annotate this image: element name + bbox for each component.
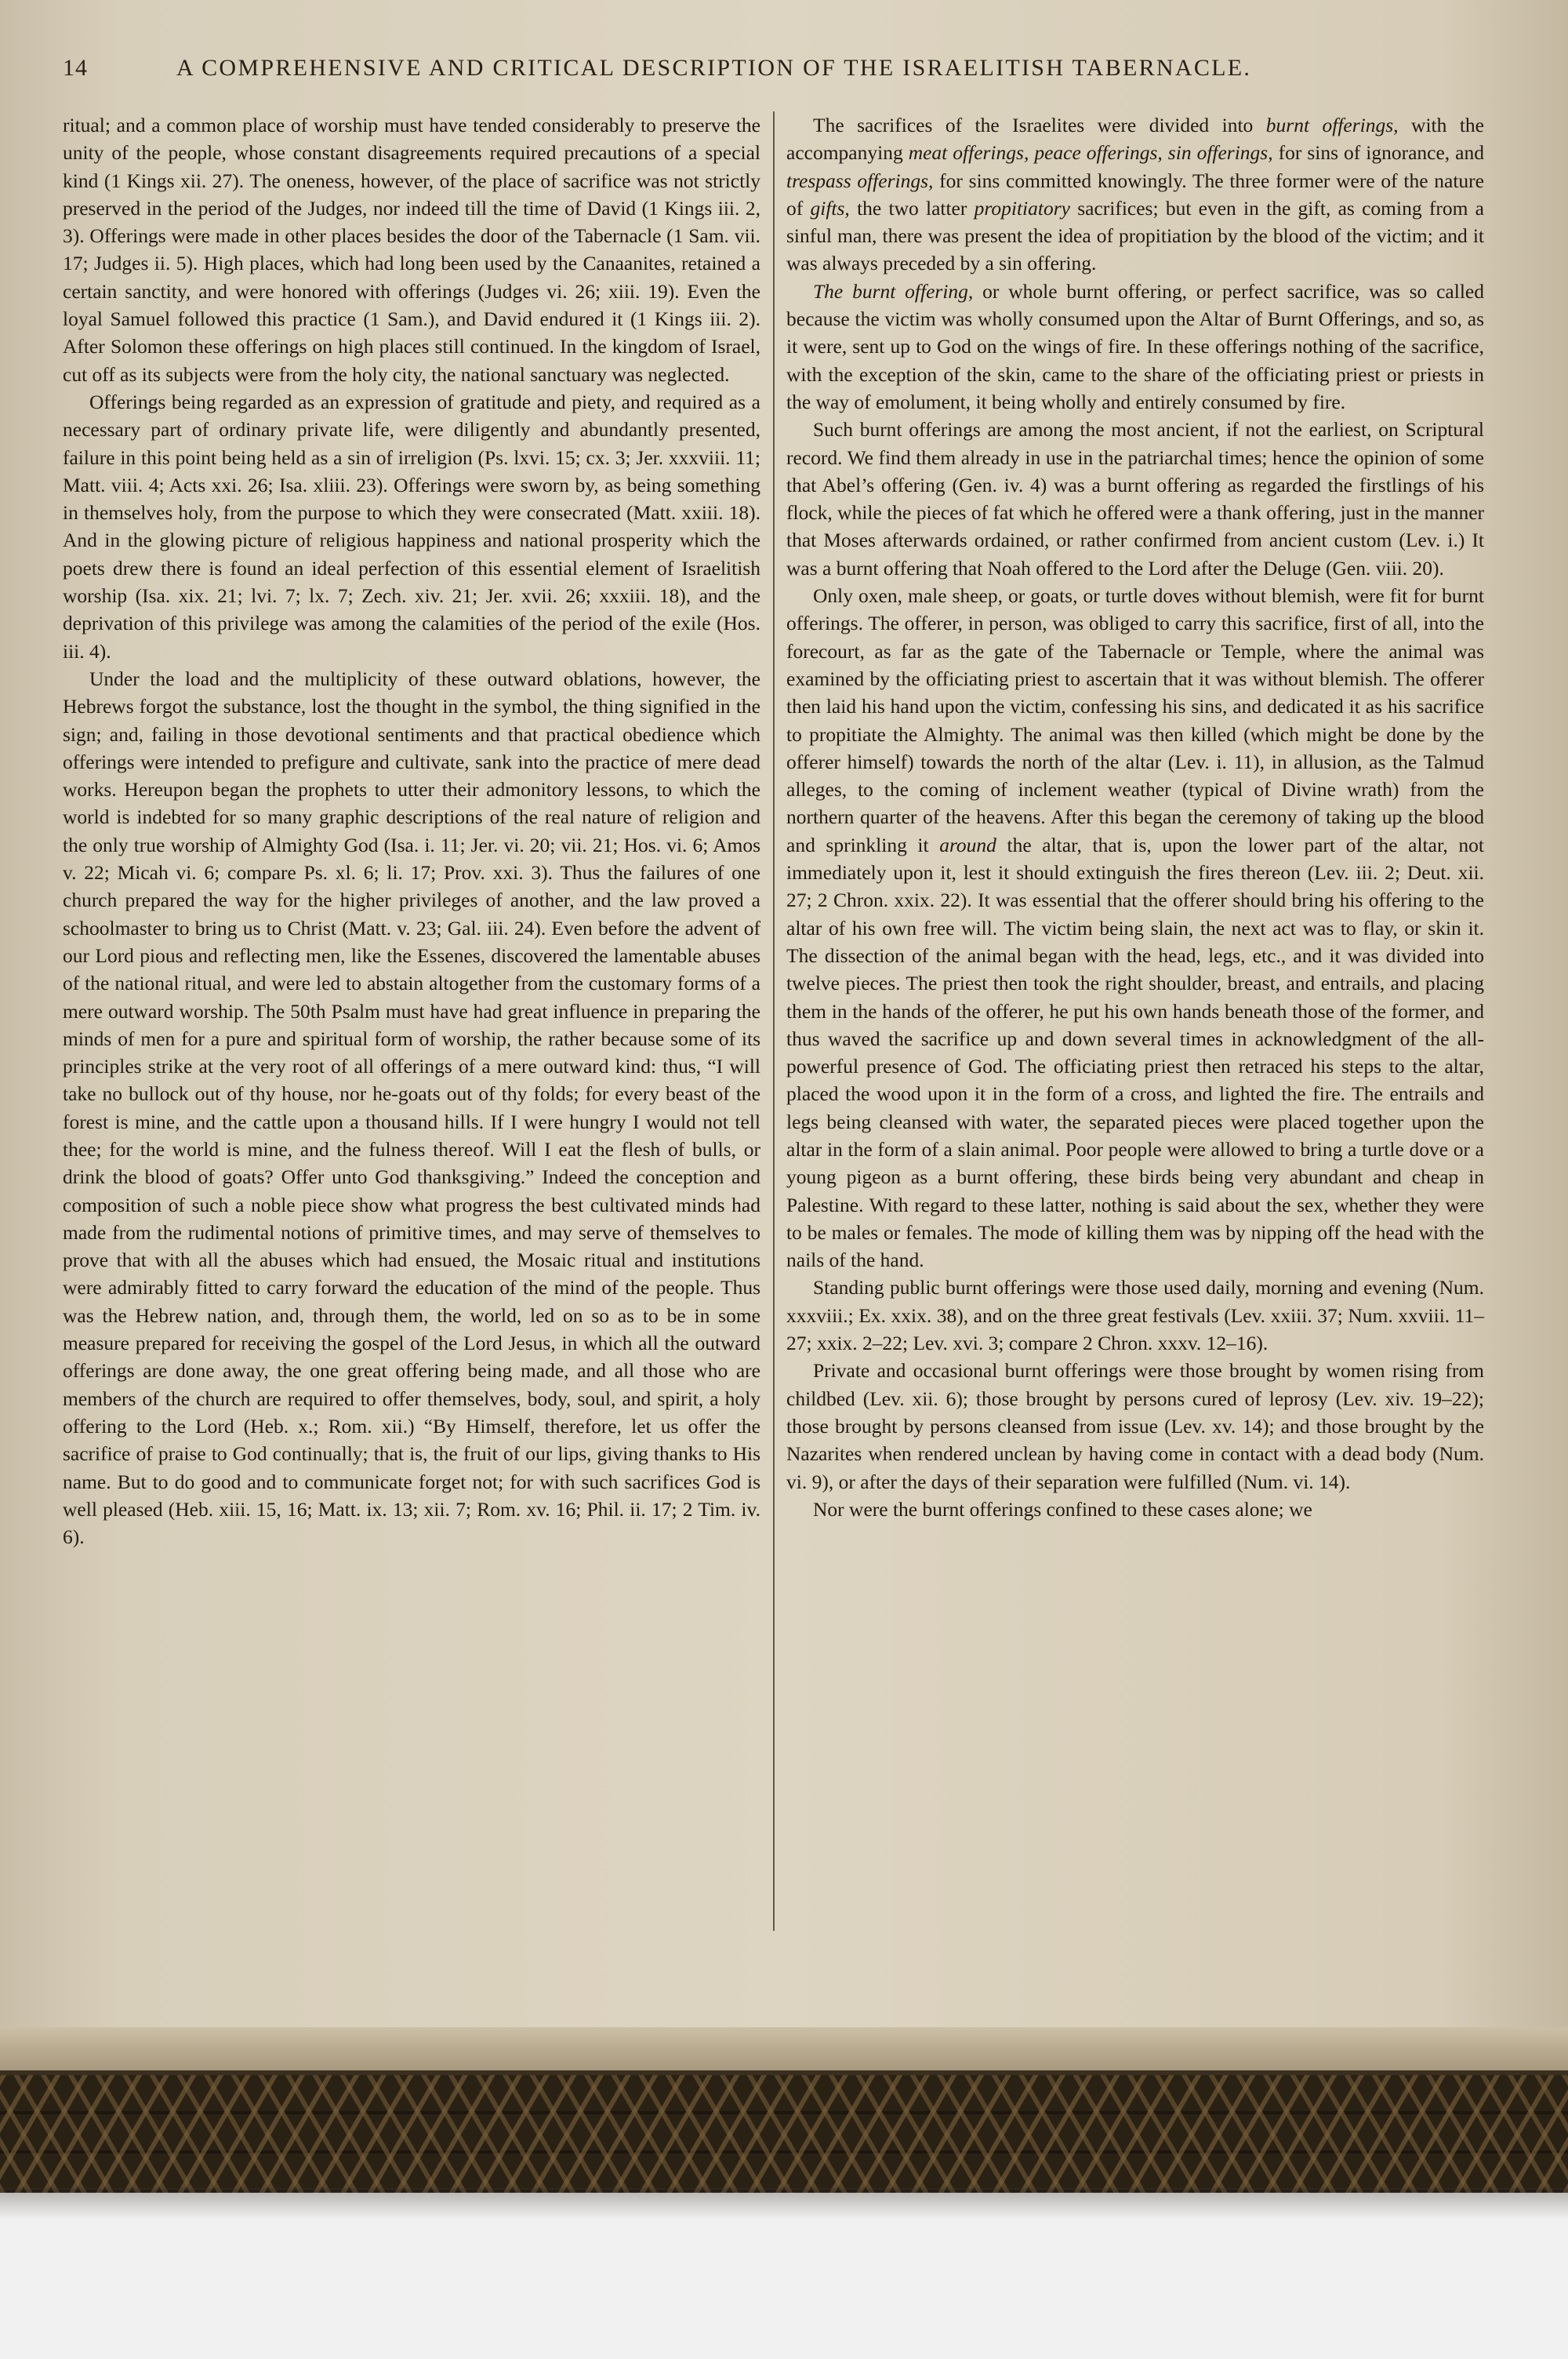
paragraph: The burnt offering, or whole burnt offering, or perfect sacrifice, was so called because the victim was wholly consumed upon the Altar of Burnt Offerings, and so, as it were, sent up to God on the wings of fire. In these offerings nothing of the sacrifice, with the exception of the skin, came to the share of the officiating priest or priests in the way of emolument, it being wholly and entirely consumed by fire.: [786, 279, 1484, 413]
paragraph: Nor were the burnt offerings confined to these cases alone; we: [813, 1497, 1312, 1521]
binding-shadow: [0, 2188, 1568, 2219]
paragraph: Private and occasional burnt offerings were those brought by women rising from childbed (Lev. xii. 6); those brought by persons cured of leprosy (Lev. xiv. 19–22); those brought by persons cleansed from issue (Lev. xv. 14); and those brought by the Nazarites when rendered unclean by having come in contact with a dead body (Num. vi. 9), or after the days of their separation were fulfilled (Num. vi. 14).: [786, 1359, 1484, 1493]
paragraph: Such burnt offerings are among the most ancient, if not the earliest, on Scriptural record. We find them already in use in the patriarchal times; hence the opinion of some that Abel’s offering (Gen. iv. 4) was a burnt offering as regarded the firstlings of his flock, while the pieces of fat which he offered were a thank offering, just in the manner that Moses afterwards ordained, or rather confirmed from ancient custom (Lev. i.) It was a burnt offering that Noah offered to the Lord after the Deluge (Gen. viii. 20).: [786, 418, 1484, 580]
paragraph: Offerings being regarded as an expression of gratitude and piety, and required as a necessary part of ordinary private life, were diligently and abundantly presented, failure in this point being held as a sin of irreligion (Ps. lxvi. 15; cx. 3; Jer. xxxviii. 11; Matt. viii. 4; Acts xxi. 26; Isa. xliii. 23). Offerings were sworn by, as being something in themselves holy, from the purpose to which they were consecrated (Matt. xxiii. 18). And in the glowing picture of religious happiness and national prosperity which the poets drew there is found an ideal perfection of this essential element of Israelitish worship (Isa. xix. 21; lvi. 7; lx. 7; Zech. xiv. 21; Jer. xvii. 26; xxxiii. 18), and the deprivation of this privilege was among the calamities of the period of the exile (Hos. iii. 4).: [63, 390, 760, 663]
paragraph: The sacrifices of the Israelites were divided into burnt offerings, with the accompanying meat offerings, peace offerings, sin offerings, for sins of ignorance, and trespass offerings, for sins committed knowingly. The three former were of the nature of gifts, the two latter propitiatory sacrifices; but even in the gift, as coming from a sinful man, there was present the idea of propitiation by the blood of the victim; and it was always preceded by a sin offering.: [786, 114, 1484, 275]
left-column: [63, 111, 760, 1550]
running-title: A COMPREHENSIVE AND CRITICAL DESCRIPTION OF THE ISRAELITISH TABERNACLE.: [176, 55, 1252, 81]
page-number: 14: [63, 55, 88, 81]
column-divider: [773, 111, 775, 1931]
paragraph: Only oxen, male sheep, or goats, or turtle doves without blemish, were fit for burnt offerings. The offerer, in person, was obliged to carry this sacrifice, first of all, into the forecourt, as far as the gate of the Tabernacle or Temple, where the animal was examined by the officiating priest to ascertain that it was without blemish. The offerer then laid his hand upon the victim, confessing his sins, and dedicated it as his sacrifice to propitiate the Almighty. The animal was then killed (which might be done by the offerer himself) towards the north of the altar (Lev. i. 11), in allusion, as the Talmud alleges, to the coming of inclement weather (typical of Divine wrath) from the northern quarter of the heavens. After this began the ceremony of taking up the blood and sprinkling it around the altar, that is, upon the lower part of the altar, not immediately upon it, lest it should extinguish the fires thereon (Lev. iii. 2; Deut. xii. 27; 2 Chron. xxix. 22). It was essential that the offerer should bring his offering to the altar of his own free will. The victim being slain, the next act was to flay, or skin it. The dissection of the animal began with the head, legs, etc., and it was divided into twelve pieces. The priest then took the right shoulder, breast, and entrails, and placing them in the hands of the offerer, he put his own hands beneath those of the former, and thus waved the sacrifice up and down several times in acknowledgment of the all-powerful presence of God. The officiating priest then retraced his steps to the altar, placed the wood upon it in the form of a cross, and lighted the fire. The entrails and legs being cleansed with water, the separated pieces were placed together upon the altar in the form of a slain animal. Poor people were allowed to bring a turtle dove or a young pigeon as a burnt offering, these birds being very abundant and cheap in Palestine. With regard to these latter, nothing is said about the sex, whether they were to be males or females. The mode of killing them was by nipping off the head with the nails of the hand.: [786, 584, 1484, 1272]
page-bottom-edge: [0, 2027, 1568, 2070]
paragraph: ritual; and a common place of worship must have tended considerably to preserve the unity of the people, whose constant disagreements required precautions of a special kind (1 Kings xii. 27). The oneness, however, of the place of sacrifice was not strictly preserved in the period of the Judges, nor indeed till the time of David (1 Kings iii. 2, 3). Offerings were made in other places besides the door of the Tabernacle (1 Sam. vii. 17; Judges ii. 5). High places, which had long been used by the Canaanites, retained a certain sanctity, and were honored with offerings (Judges vi. 26; xiii. 19). Even the loyal Samuel followed this practice (1 Sam.), and David endured it (1 Kings iii. 2). After Solomon these offerings on high places still continued. In the kingdom of Israel, cut off as its subjects were from the holy city, the national sanctuary was neglected.: [63, 114, 760, 386]
running-header: [63, 55, 1521, 89]
book-cover-binding: [0, 2070, 1568, 2193]
paragraph: Standing public burnt offerings were those used daily, morning and evening (Num. xxxviii.; Ex. xxix. 38), and on the three great festivals (Lev. xxiii. 37; Num. xxviii. 11–27; xxix. 2–22; Lev. xvi. 3; compare 2 Chron. xxxv. 12–16).: [786, 1276, 1484, 1355]
paragraph: Under the load and the multiplicity of these outward oblations, however, the Hebrews forgot the substance, lost the thought in the symbol, the thing signified in the sign; and, failing in those devotional sentiments and that practical obedience which offerings were intended to prefigure and cultivate, sank into the practice of mere dead works. Hereupon began the prophets to utter their admonitory lessons, to which the world is indebted for so many graphic descriptions of the real nature of religion and the only true worship of Almighty God (Isa. i. 11; Jer. vi. 20; vii. 21; Hos. vi. 6; Amos v. 22; Micah vi. 6; compare Ps. xl. 6; li. 17; Prov. xxi. 3). Thus the failures of one church prepared the way for the higher privileges of another, and the law proved a schoolmaster to bring us to Christ (Matt. v. 23; Gal. iii. 24). Even before the advent of our Lord pious and reflecting men, like the Essenes, discovered the lamentable abuses of the national ritual, and were led to abstain altogether from the customary forms of a mere outward worship. The 50th Psalm must have had great influence in preparing the minds of men for a pure and spiritual form of worship, the rather because some of its principles strike at the very root of all offerings of a mere outward kind: thus, “I will take no bullock out of thy house, nor he-goats out of thy folds; for every beast of the forest is mine, and the cattle upon a thousand hills. If I were hungry I would not tell thee; for the world is mine, and the fulness thereof. Will I eat the flesh of bulls, or drink the blood of goats? Offer unto God thanksgiving.” Indeed the conception and composition of such a noble piece show what progress the best cultivated minds had made from the rudimental notions of primitive times, and may serve of themselves to prove that with all the abuses which had ensued, the Mosaic ritual and institutions were admirably fitted to carry forward the education of the mind of the people. Thus was the Hebrew nation, and, through them, the world, led on so as to be in some measure prepared for receiving the gospel of the Lord Jesus, in which all the outward offerings are done away, the one great offering being made, and all those who are members of the church are required to offer themselves, body, soul, and spirit, a holy offering to the Lord (Heb. x.; Rom. xii.) “By Himself, therefore, let us offer the sacrifice of praise to God continually; that is, the fruit of our lips, giving thanks to His name. But to do good and to communicate forget not; for with such sacrifices God is well pleased (Heb. xiii. 15, 16; Matt. ix. 13; xii. 7; Rom. xv. 16; Phil. ii. 17; 2 Tim. iv. 6).: [63, 667, 760, 1549]
right-column: [786, 111, 1484, 1523]
